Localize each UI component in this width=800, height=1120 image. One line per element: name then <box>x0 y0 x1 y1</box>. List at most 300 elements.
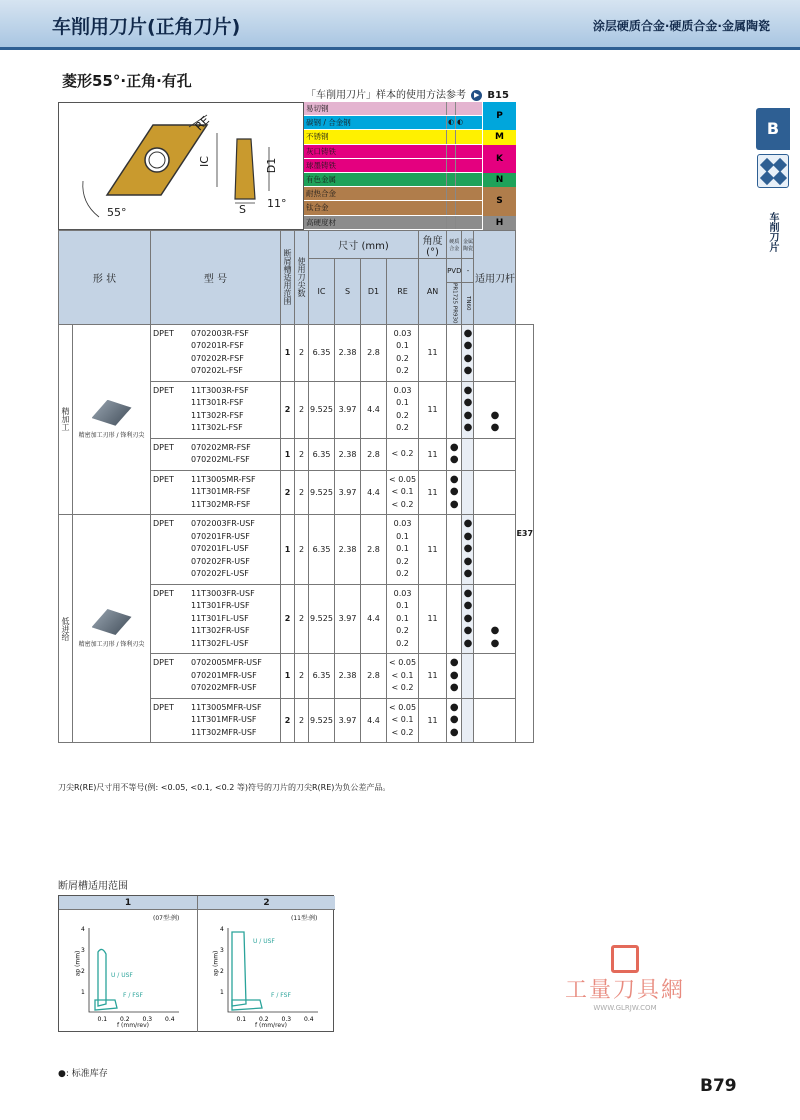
material-suitability <box>455 173 464 186</box>
s-cell: 2.38 <box>335 654 361 699</box>
chipbreaker-title: 断屑槽适用范围 <box>58 881 128 892</box>
re-cell <box>387 584 419 654</box>
re-value: < 0.05 <box>389 658 417 668</box>
d1-cell: 2.8 <box>361 654 387 699</box>
ic-cell: 6.35 <box>309 654 335 699</box>
stock-dot <box>447 340 461 353</box>
re-value: < 0.2 <box>391 727 414 737</box>
model-number[interactable]: 070201MFR-USF <box>191 670 257 680</box>
stock-dot <box>474 556 515 569</box>
stock-dot: ● <box>490 637 500 649</box>
stock-dot <box>474 328 515 341</box>
model-number[interactable]: 0702005MFR-USF <box>191 658 262 668</box>
stock-dot <box>474 600 515 613</box>
ic-label: IC <box>197 156 211 167</box>
stock-dot <box>474 568 515 581</box>
model-number[interactable]: 070202MFR-USF <box>191 683 257 693</box>
fsf-label: F / FSF <box>271 992 291 999</box>
stock-dot: ● <box>463 555 473 567</box>
dash-header: - <box>462 259 474 283</box>
stock-dot <box>462 670 473 683</box>
x-tick-label: 0.4 <box>304 1016 314 1023</box>
stock-dot <box>462 474 473 487</box>
insert-image-icon <box>92 400 132 426</box>
material-group-code: P <box>482 102 516 130</box>
material-suitability <box>455 145 464 158</box>
stock-column <box>462 515 474 585</box>
re-value: 0.2 <box>396 638 409 648</box>
material-suitability <box>455 130 464 143</box>
breaker-cell: 1 <box>281 324 295 381</box>
model-number[interactable]: 11T302FL-USF <box>191 638 249 648</box>
stock-dot: ● <box>463 397 473 409</box>
model-header: 型 号 <box>151 231 281 325</box>
stock-dot <box>474 474 515 487</box>
breaker-cell: 2 <box>281 584 295 654</box>
stock-dot: ● <box>463 625 473 637</box>
stock-dot <box>474 442 515 455</box>
stock-dot <box>447 365 461 378</box>
breaker-cell: 1 <box>281 515 295 585</box>
material-group-code: S <box>482 187 516 215</box>
stock-dot: ● <box>463 600 473 612</box>
stock-dot <box>474 657 515 670</box>
model-cell <box>151 698 281 743</box>
side-tab[interactable]: B <box>756 108 790 150</box>
re-value: 0.1 <box>396 398 409 408</box>
insert-image-icon <box>92 609 132 635</box>
edges-cell: 2 <box>295 584 309 654</box>
model-prefix: DPET <box>153 702 174 712</box>
material-name: 易切钢 <box>306 104 329 113</box>
re-cell <box>387 381 419 438</box>
re-value: 0.1 <box>396 341 409 351</box>
grade-headers <box>447 283 462 325</box>
grade-pr930: PR930 <box>451 305 458 324</box>
re-value: < 0.05 <box>389 474 417 484</box>
angle-11-label: 11° <box>267 197 287 210</box>
model-number[interactable]: 070202ML-FSF <box>191 455 250 465</box>
angle-55-label: 55° <box>107 206 127 219</box>
stock-dot <box>474 702 515 715</box>
stock-column <box>462 381 474 438</box>
x-tick-label: 0.3 <box>281 1016 292 1023</box>
re-value: < 0.2 <box>391 448 414 458</box>
x-tick-label: 0.3 <box>142 1016 153 1023</box>
stock-dot: ● <box>449 701 459 713</box>
page-subtitle: 涂层硬质合金·硬质合金·金属陶瓷 <box>592 19 770 33</box>
group-label: 精加工 <box>59 324 73 515</box>
stock-dot <box>447 328 461 341</box>
model-number[interactable]: 070201R-FSF <box>191 341 244 351</box>
stock-dot: ● <box>463 637 473 649</box>
insert-table <box>58 230 534 743</box>
stock-dot <box>462 727 473 740</box>
s-cell: 3.97 <box>335 470 361 515</box>
stock-dot <box>474 714 515 727</box>
model-number[interactable]: 070201FL-USF <box>191 544 249 554</box>
stock-column <box>447 584 462 654</box>
ic-cell: 9.525 <box>309 584 335 654</box>
model-cell <box>151 654 281 699</box>
stock-dot: ● <box>449 498 459 510</box>
stock-column <box>474 698 516 743</box>
group-caption: 精密加工刃形 / 锋利刃尖 <box>78 431 145 439</box>
model-number[interactable]: 070201FR-USF <box>191 531 250 541</box>
stock-dot <box>447 568 461 581</box>
edges-cell: 2 <box>295 515 309 585</box>
stock-dot <box>447 518 461 531</box>
reference-note <box>306 86 509 101</box>
an-cell: 11 <box>419 470 447 515</box>
stock-dot <box>462 454 473 467</box>
stock-column <box>447 698 462 743</box>
stock-dot <box>474 613 515 626</box>
edges-cell: 2 <box>295 470 309 515</box>
grade-tn60: TN60 <box>462 283 474 325</box>
stock-dot <box>462 442 473 455</box>
re-cell <box>387 654 419 699</box>
model-number[interactable]: 11T302L-FSF <box>191 423 243 433</box>
stock-dot: ● <box>463 340 473 352</box>
material-suitability <box>446 130 455 143</box>
x-tick-label: 0.2 <box>120 1016 130 1023</box>
stock-dot: ● <box>463 365 473 377</box>
re-value: < 0.1 <box>391 715 414 725</box>
stock-dot <box>447 556 461 569</box>
model-cell <box>151 515 281 585</box>
model-number[interactable]: 070202R-FSF <box>191 353 244 363</box>
re-value: 0.2 <box>396 626 409 636</box>
table-row <box>59 515 534 585</box>
coat-group-header: 硬质合金 <box>447 231 462 259</box>
model-cell <box>151 381 281 438</box>
model-number[interactable]: 11T301MR-FSF <box>191 487 251 497</box>
material-suitability <box>446 145 455 158</box>
stock-column <box>447 654 462 699</box>
re-cell <box>387 438 419 470</box>
re-value: 0.2 <box>396 353 409 363</box>
y-tick-label: 4 <box>81 926 85 933</box>
stock-dot: ● <box>449 657 459 669</box>
stock-column <box>447 381 462 438</box>
re-value: < 0.05 <box>389 702 417 712</box>
re-value: < 0.1 <box>391 487 414 497</box>
stock-dot <box>474 454 515 467</box>
y-tick-label: 4 <box>220 926 224 933</box>
angle-header: 角度 (°) <box>419 231 447 259</box>
model-number[interactable]: 070202L-FSF <box>191 366 243 376</box>
edges-header: 使用刀尖数 <box>295 231 309 325</box>
y-axis-label: ap (mm) <box>74 950 82 977</box>
material-suitability: ◐ <box>446 116 455 129</box>
stock-dot <box>474 531 515 544</box>
holder-value[interactable]: E37 <box>516 528 534 538</box>
stock-dot: ● <box>449 454 459 466</box>
model-number[interactable]: 11T301R-FSF <box>191 398 244 408</box>
insert-photo <box>73 324 151 515</box>
material-name: 灰口铸铁 <box>306 146 336 156</box>
chart-note: (07型:例) <box>153 915 180 922</box>
stock-column <box>447 515 462 585</box>
stock-dot: ● <box>449 682 459 694</box>
stock-dot <box>474 340 515 353</box>
material-name: 不锈钢 <box>306 132 329 142</box>
y-tick-label: 3 <box>81 947 85 954</box>
pvd-header: PVD <box>447 259 462 283</box>
insert-photo <box>73 515 151 743</box>
model-cell <box>151 584 281 654</box>
model-cell <box>151 438 281 470</box>
stock-dot <box>447 397 461 410</box>
re-value: 0.2 <box>396 569 409 579</box>
material-name: 碳钢 / 合金钢 <box>306 118 351 128</box>
d1-cell: 2.8 <box>361 324 387 381</box>
stock-dot <box>462 486 473 499</box>
material-name: 耐热合金 <box>306 189 336 199</box>
re-cell <box>387 698 419 743</box>
stock-dot <box>474 353 515 366</box>
model-cell <box>151 470 281 515</box>
re-value: < 0.2 <box>391 499 414 509</box>
watermark-url: WWW.GLRJW.COM <box>593 1004 657 1012</box>
model-prefix: DPET <box>153 588 174 598</box>
s-cell: 2.38 <box>335 324 361 381</box>
model-number[interactable]: 11T302R-FSF <box>191 410 244 420</box>
chart-panel-number: 2 <box>197 896 335 910</box>
stock-column <box>462 438 474 470</box>
stock-dot: ● <box>463 530 473 542</box>
stock-dot: ● <box>463 612 473 624</box>
cermet-group-header: 金属陶瓷 <box>462 231 474 259</box>
material-suitability <box>446 201 455 214</box>
stock-column <box>462 584 474 654</box>
re-value: 0.2 <box>396 556 409 566</box>
model-number[interactable]: 11T301MFR-USF <box>191 715 257 725</box>
re-value: 0.2 <box>396 410 409 420</box>
model-prefix: DPET <box>153 658 174 668</box>
re-cell <box>387 470 419 515</box>
material-name: 钛合金 <box>306 203 329 213</box>
model-number[interactable]: 11T301FR-USF <box>191 601 250 611</box>
stock-dot <box>447 385 461 398</box>
stock-dot: ● <box>490 625 500 637</box>
model-number[interactable]: 0702003FR-USF <box>191 519 255 529</box>
reference-text: 「车削用刀片」样本的使用方法参考 <box>306 90 466 101</box>
stock-dot: ● <box>449 486 459 498</box>
stock-column <box>447 470 462 515</box>
material-suitability <box>446 216 455 229</box>
x-tick-label: 0.4 <box>165 1016 175 1023</box>
s-cell: 3.97 <box>335 584 361 654</box>
material-suitability <box>455 187 464 200</box>
re-value: 0.1 <box>396 613 409 623</box>
stock-dot <box>447 588 461 601</box>
holder-header: 适用刀杆 <box>474 231 516 325</box>
re-cell <box>387 515 419 585</box>
ic-cell: 9.525 <box>309 470 335 515</box>
s-label: S <box>239 203 246 216</box>
page-number: B79 <box>700 1076 737 1096</box>
re-value: 0.1 <box>396 544 409 554</box>
x-axis-label: f (mm/rev) <box>255 1022 287 1029</box>
stock-dot: ● <box>449 669 459 681</box>
model-number[interactable]: 11T3005MR-FSF <box>191 474 256 484</box>
ic-cell: 6.35 <box>309 324 335 381</box>
ic-cell: 6.35 <box>309 438 335 470</box>
stock-column <box>474 324 516 381</box>
an-cell: 11 <box>419 515 447 585</box>
re-value: < 0.2 <box>391 683 414 693</box>
shape-header: 形 状 <box>59 231 151 325</box>
stock-dot <box>447 422 461 435</box>
edges-cell: 2 <box>295 654 309 699</box>
edges-cell: 2 <box>295 324 309 381</box>
re-value: 0.1 <box>396 531 409 541</box>
x-tick-label: 0.1 <box>236 1016 247 1023</box>
stock-dot <box>447 613 461 626</box>
breaker-cell: 1 <box>281 438 295 470</box>
re-value: < 0.1 <box>391 670 414 680</box>
stock-dot: ● <box>463 518 473 530</box>
d1-cell: 4.4 <box>361 698 387 743</box>
model-cell <box>151 324 281 381</box>
breaker-cell: 1 <box>281 654 295 699</box>
stock-dot <box>447 638 461 651</box>
y-tick-label: 1 <box>81 989 85 996</box>
stock-column <box>474 654 516 699</box>
an-cell: 11 <box>419 584 447 654</box>
side-label: 车削刀片 <box>767 212 778 252</box>
usf-label: U / USF <box>111 972 133 979</box>
x-axis-label: f (mm/rev) <box>117 1022 149 1029</box>
model-number[interactable]: 070202FL-USF <box>191 569 249 579</box>
stock-dot <box>447 543 461 556</box>
stock-column <box>447 438 462 470</box>
material-name: 有色金属 <box>306 174 336 184</box>
model-number[interactable]: 11T302MR-FSF <box>191 499 251 509</box>
stock-dot <box>474 365 515 378</box>
stock-dot <box>474 499 515 512</box>
stock-dot: ● <box>463 352 473 364</box>
legend-note: ●: 标准库存 <box>58 1069 108 1079</box>
watermark-text: 工量刀具網 <box>564 978 685 1003</box>
stock-column <box>474 584 516 654</box>
d1-label: D1 <box>265 157 279 174</box>
stock-column <box>474 515 516 585</box>
model-number[interactable]: 070202MR-FSF <box>191 442 251 452</box>
stock-dot <box>462 499 473 512</box>
material-suitability <box>455 102 464 115</box>
re-value: 0.2 <box>396 366 409 376</box>
stock-dot <box>447 625 461 638</box>
edges-cell: 2 <box>295 381 309 438</box>
material-name: 高硬度材 <box>306 217 336 227</box>
s-header: S <box>335 259 361 325</box>
material-suitability <box>455 159 464 172</box>
stock-dot <box>474 397 515 410</box>
ic-cell: 6.35 <box>309 515 335 585</box>
y-tick-label: 1 <box>220 989 224 996</box>
dims-header: 尺寸 (mm) <box>309 231 419 259</box>
an-cell: 11 <box>419 438 447 470</box>
stock-dot <box>462 682 473 695</box>
stock-dot: ● <box>463 384 473 396</box>
model-number[interactable]: 11T301FL-USF <box>191 613 249 623</box>
model-number[interactable]: 11T302FR-USF <box>191 626 250 636</box>
material-suitability <box>455 216 464 229</box>
insert-drawing <box>58 102 304 230</box>
stock-dot: ● <box>463 327 473 339</box>
model-number[interactable]: 11T302MFR-USF <box>191 727 257 737</box>
stock-dot <box>447 600 461 613</box>
re-value: 0.03 <box>393 328 412 338</box>
material-suitability <box>446 173 455 186</box>
re-label: RE <box>192 113 213 134</box>
stock-dot <box>462 657 473 670</box>
re-value: 0.03 <box>393 519 412 529</box>
stock-dot <box>474 682 515 695</box>
stock-column <box>462 654 474 699</box>
chart-panel-number: 1 <box>59 896 197 910</box>
breaker-cell: 2 <box>281 698 295 743</box>
model-prefix: DPET <box>153 442 174 452</box>
edges-cell: 2 <box>295 438 309 470</box>
material-suitability <box>446 102 455 115</box>
stock-column <box>447 324 462 381</box>
stock-dot: ● <box>490 422 500 434</box>
x-tick-label: 0.2 <box>259 1016 269 1023</box>
d1-header: D1 <box>361 259 387 325</box>
stock-dot <box>462 702 473 715</box>
model-prefix: DPET <box>153 328 174 338</box>
an-cell: 11 <box>419 324 447 381</box>
insert-shapes-icon <box>757 154 789 188</box>
reference-page[interactable]: B15 <box>487 90 509 101</box>
x-tick-label: 0.1 <box>97 1016 108 1023</box>
an-header: AN <box>419 259 447 325</box>
model-number[interactable]: 070202FR-USF <box>191 556 250 566</box>
stock-dot: ● <box>449 441 459 453</box>
stock-dot <box>474 670 515 683</box>
fsf-label: F / FSF <box>123 992 143 999</box>
an-cell: 11 <box>419 381 447 438</box>
group-label: 低进给 <box>59 515 73 743</box>
model-number[interactable]: 11T3005MFR-USF <box>191 702 262 712</box>
model-number[interactable]: 11T3003R-FSF <box>191 385 249 395</box>
s-cell: 3.97 <box>335 698 361 743</box>
stock-dot <box>447 353 461 366</box>
page-title: 车削用刀片(正角刀片) <box>52 16 241 38</box>
d1-cell: 4.4 <box>361 584 387 654</box>
stock-dot: ● <box>449 726 459 738</box>
stock-dot: ● <box>463 543 473 555</box>
ic-cell: 9.525 <box>309 381 335 438</box>
model-number[interactable]: 11T3003FR-USF <box>191 588 255 598</box>
stock-dot <box>474 727 515 740</box>
usf-label: U / USF <box>253 938 275 945</box>
y-tick-label: 3 <box>220 947 224 954</box>
watermark-logo <box>560 945 690 1015</box>
material-group-code: H <box>482 216 516 230</box>
model-number[interactable]: 0702003R-FSF <box>191 328 249 338</box>
page-header <box>0 0 800 50</box>
y-tick-label: 2 <box>81 968 85 975</box>
stock-dot: ● <box>463 587 473 599</box>
d1-cell: 2.8 <box>361 438 387 470</box>
re-header: RE <box>387 259 419 325</box>
section-title: 菱形55°·正角·有孔 <box>62 72 192 90</box>
